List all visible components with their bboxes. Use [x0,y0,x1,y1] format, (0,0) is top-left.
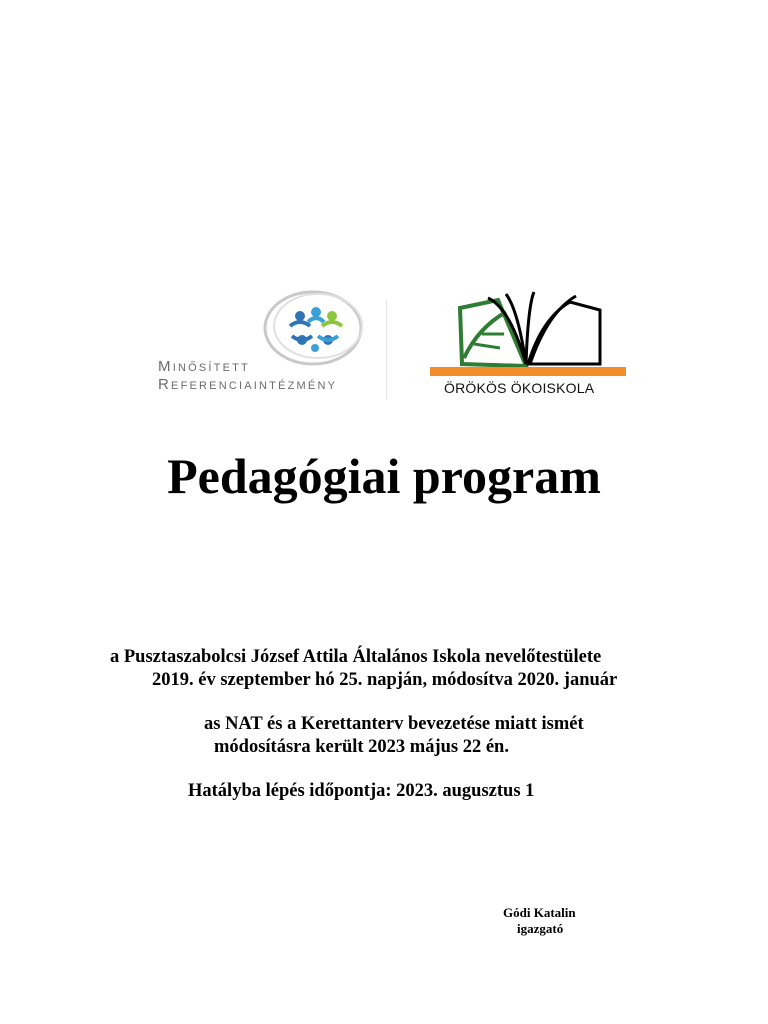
logo-line-1: Minősített [158,358,250,375]
signatory-role: igazgató [517,921,564,936]
signatory-name: Gódi Katalin [503,905,576,920]
okoiskola-label: ÖRÖKÖS ÖKOISKOLA [444,380,595,396]
body-line-2: 2019. év szeptember hó 25. napján, módosítva 2020. január [152,670,618,690]
body-line-1: a Pusztaszabolcsi József Attila Általános Iskola nevelőtestülete [110,647,602,667]
orokos-okoiskola-logo [430,288,630,398]
effective-date: Hatályba lépés időpontja: 2023. augusztus 1 [188,781,535,801]
people-circle-icon [258,286,368,366]
minositett-referenciaintezmeny-logo [150,286,390,406]
body-line-3: as NAT és a Kerettanterv bevezetése miatt ismét [204,714,584,734]
logo-line-2: Referenciaintézmény [158,376,338,393]
open-book-leaf-icon [430,288,630,380]
document-title: Pedagógiai program [167,448,601,504]
logo-divider [386,300,387,400]
body-line-4: módosításra került 2023 május 22 én. [214,737,509,757]
